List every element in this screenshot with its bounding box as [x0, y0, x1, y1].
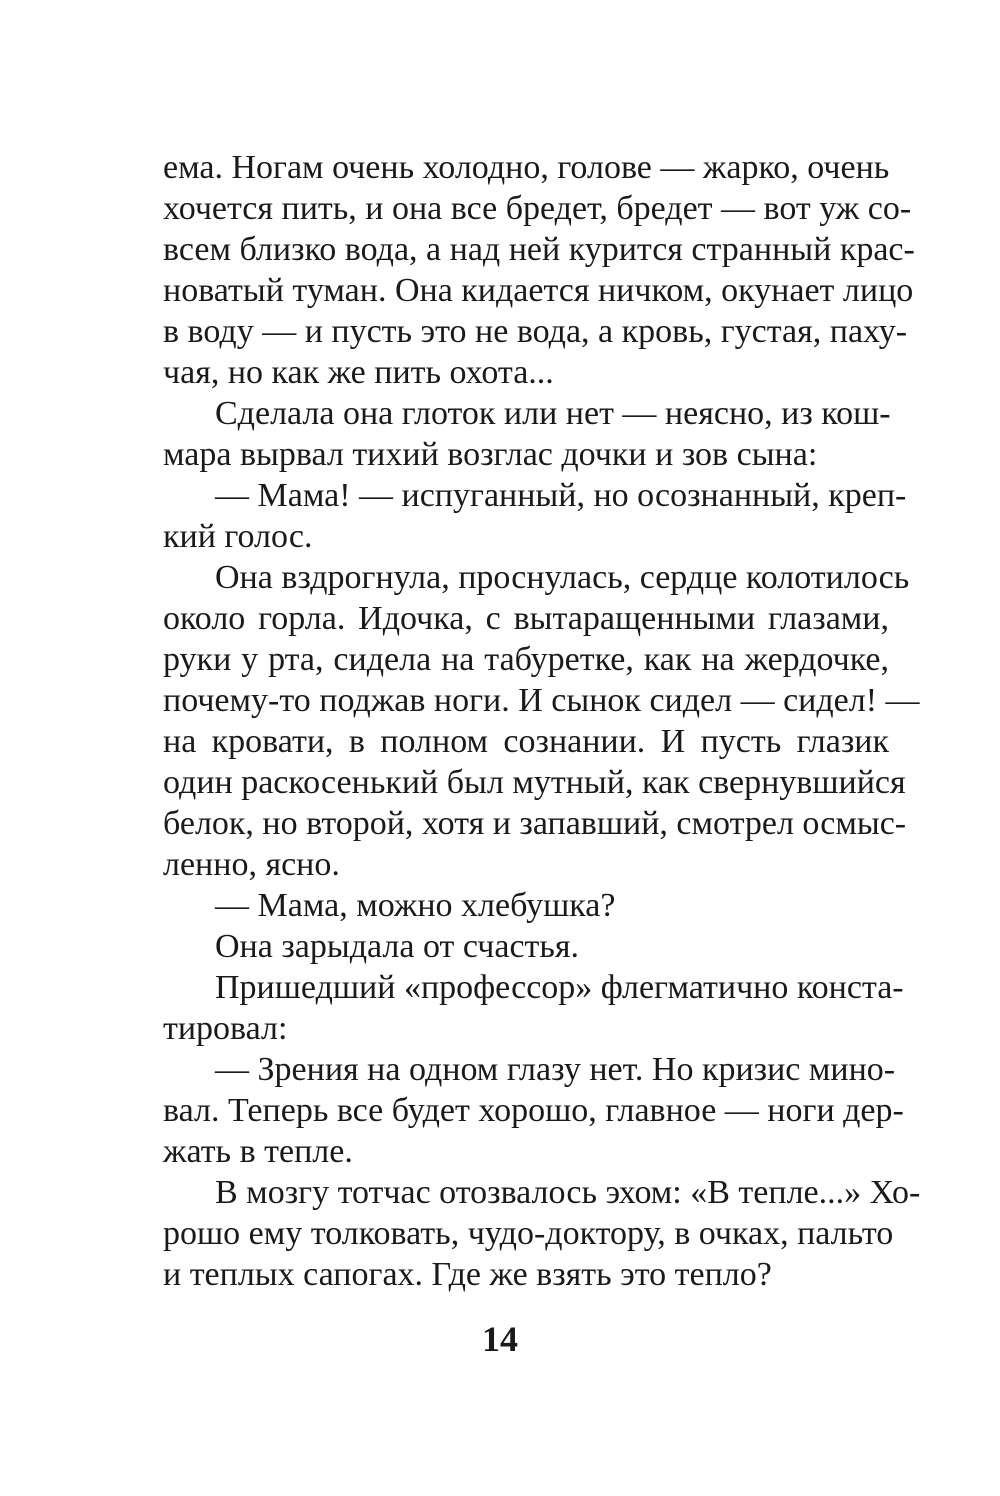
text-line: В мозгу тотчас отозвалось эхом: «В тепле...» Хо- [215, 1174, 921, 1211]
text-line: чая, но как же пить охота... [163, 354, 554, 391]
text-line: Пришедший «профессор» флегматично конста- [215, 969, 904, 1006]
text-line: мара вырвал тихий возглас дочки и зов сына: [163, 436, 818, 473]
text-line: всем близко вода, а над ней курится странный крас- [163, 231, 915, 268]
text-line: белок, но второй, хотя и запавший, смотрел осмыс- [163, 805, 907, 842]
text-line: на кровати, в полном сознании. И пусть глазик [163, 723, 889, 760]
text-line: Она зарыдала от счастья. [215, 928, 580, 965]
text-line: — Мама, можно хлебушка? [215, 887, 616, 924]
text-line: ленно, ясно. [163, 846, 340, 883]
text-line: и теплых сапогах. Где же взять это тепло? [163, 1256, 772, 1293]
text-line: тировал: [163, 1010, 288, 1047]
text-line: новатый туман. Она кидается ничком, окунает лицо [163, 272, 914, 309]
text-line: почему-то поджав ноги. И сынок сидел — сидел! — [163, 682, 920, 719]
text-line: вал. Теперь все будет хорошо, главное — ноги дер- [163, 1092, 904, 1129]
text-line: один раскосенький был мутный, как свернувшийся [163, 764, 906, 801]
text-line: — Зрения на одном глазу нет. Но кризис мино- [215, 1051, 896, 1088]
text-line: ема. Ногам очень холодно, голове — жарко, очень [163, 149, 890, 186]
text-line: около горла. Идочка, с вытаращенными глазами, [163, 600, 889, 637]
page-body [163, 147, 921, 1295]
text-line: Сделала она глоток или нет — неясно, из кош- [215, 395, 891, 432]
text-line: Она вздрогнула, проснулась, сердце колотилось [215, 559, 910, 596]
text-line: — Мама! — испуганный, но осознанный, креп- [215, 477, 907, 514]
text-line: кий голос. [163, 518, 313, 555]
page-number: 14 [482, 1319, 518, 1359]
text-line: руки у рта, сидела на табуретке, как на жердочке, [163, 641, 889, 678]
text-line: жать в тепле. [163, 1133, 353, 1170]
text-line: в воду — и пусть это не вода, а кровь, густая, паху- [163, 313, 908, 350]
text-line: рошо ему толковать, чудо-доктору, в очках, пальто [163, 1215, 894, 1252]
text-line: хочется пить, и она все бредет, бредет — вот уж со- [163, 190, 912, 227]
